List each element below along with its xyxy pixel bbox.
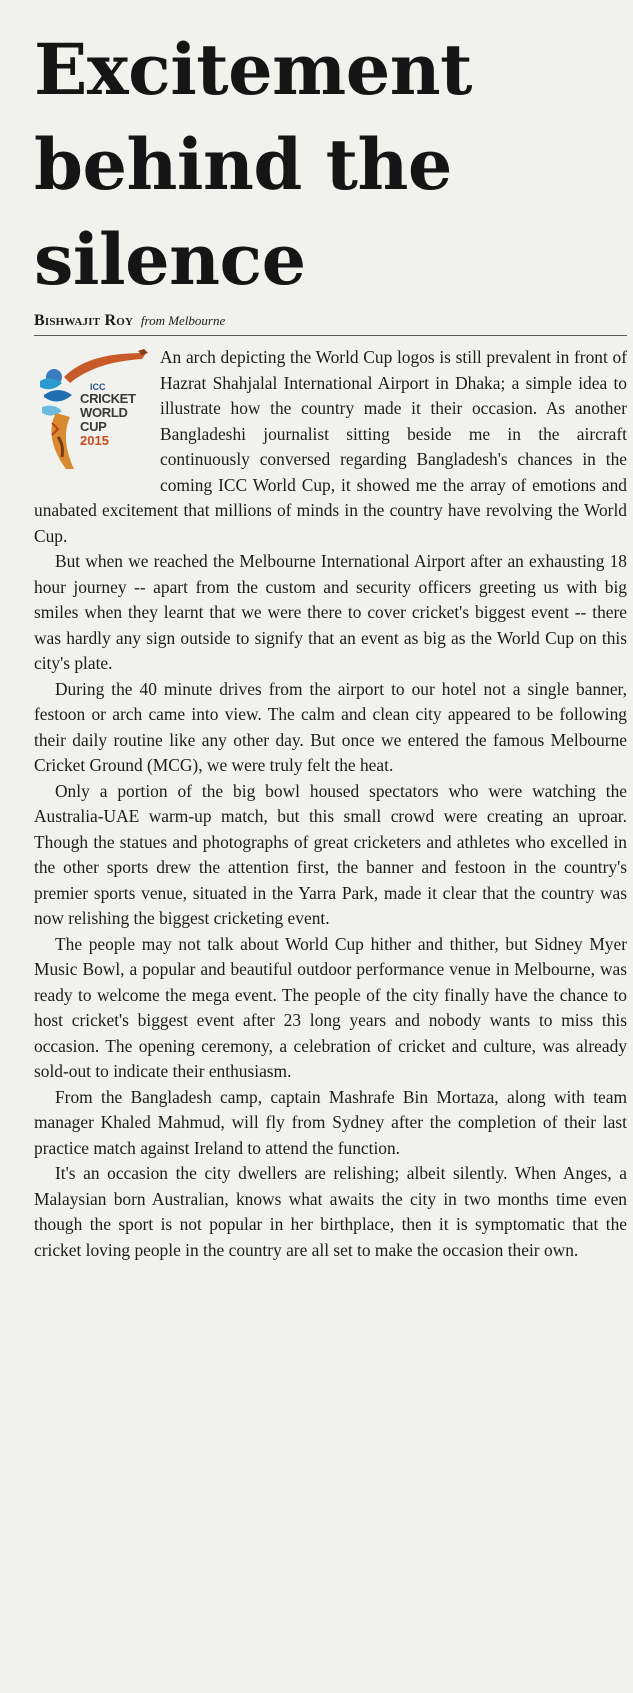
paragraph-2: But when we reached the Melbourne International Airport after an exhausting 18 hour journey -- apart from the custom and security officers greeting us with big smiles when they learnt that we were there to cover cricket's biggest event -- there was hardly any sign outside to signify that an event as big as the World Cup on this city's plate. <box>34 551 627 673</box>
article-body <box>34 345 627 1263</box>
logo-icc: ICC <box>90 382 106 392</box>
paragraph-6: From the Bangladesh camp, captain Mashrafe Bin Mortaza, along with team manager Khaled Mahmud, will fly from Sydney after the completion of their last practice match against Ireland to attend the function. <box>34 1086 627 1158</box>
paragraph-7: It's an occasion the city dwellers are relishing; albeit silently. When Anges, a Malaysian born Australian, knows what awaits the city in two months time even though the sport is not popular in her birthplace, then it is symptomatic that the cricket loving people in the country are all set to make the occasion their own. <box>34 1163 627 1260</box>
author-name: Bishwajit Roy <box>34 312 134 329</box>
paragraph-5: The people may not talk about World Cup hither and thither, but Sidney Myer Music Bowl, a popular and beautiful outdoor performance venue in Melbourne, was ready to welcome the mega event. The people of the city finally have the chance to host cricket's biggest event after 23 long years and nobody wants to miss this occasion. The opening ceremony, a celebration of cricket and culture, was already sold-out to indicate their enthusiasm. <box>34 933 627 1081</box>
byline <box>34 311 627 336</box>
logo-wordmark <box>80 377 136 448</box>
logo-cricket: CRICKET <box>80 391 136 406</box>
logo-world: WORLD <box>80 405 128 420</box>
paragraph-1: An arch depicting the World Cup logos is still prevalent in front of Hazrat Shahjalal International Airport in Dhaka; a simple idea to illustrate how the country made it their occasion. As another Bangladeshi journalist sitting beside me in the aircraft continuously conversed regarding Bangladesh's chances in the coming ICC World Cup, it showed me the array of emotions and unabated excitement that millions of minds in the country have revolving the World Cup. <box>34 347 627 546</box>
article-headline <box>34 22 627 307</box>
logo-cup: CUP <box>80 419 107 434</box>
headline-line-2: behind the <box>34 123 452 206</box>
headline-line-1: Excitement <box>34 28 473 111</box>
paragraph-4: Only a portion of the big bowl housed spectators who were watching the Australia-UAE warm-up match, but this small crowd were creating an uproar. Though the statues and photographs of great cricketers and athletes who excelled in the other sports drew the attention first, the banner and festoon in the country's premier sports venue, situated in the Yarra Park, made it clear that the country was now relishing the biggest cricketing event. <box>34 780 627 928</box>
logo-year: 2015 <box>80 433 109 448</box>
dateline-location: from Melbourne <box>140 313 226 328</box>
headline-line-3: silence <box>34 218 306 301</box>
world-cup-logo <box>34 347 152 475</box>
paragraph-3: During the 40 minute drives from the airport to our hotel not a single banner, festoon or arch came into view. The calm and clean city appeared to be following their daily routine like any other day. But once we entered the famous Melbourne Cricket Ground (MCG), we were truly felt the heat. <box>34 678 627 775</box>
